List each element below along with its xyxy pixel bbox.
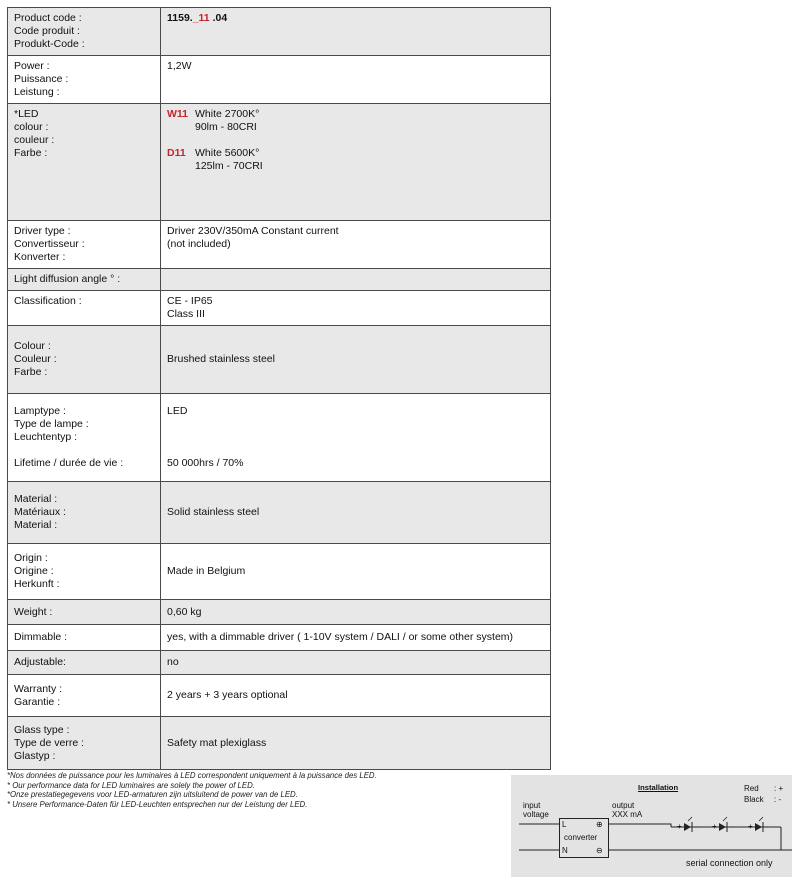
label-line: Warranty : bbox=[14, 682, 63, 695]
label-line: Farbe : bbox=[14, 147, 48, 159]
origin-value: Made in Belgium bbox=[167, 565, 246, 577]
power-value: 1,2W bbox=[167, 60, 192, 72]
output-current-label: XXX mA bbox=[612, 810, 643, 819]
value-cell bbox=[161, 326, 551, 394]
footnotes bbox=[7, 771, 487, 809]
label-line: Dimmable : bbox=[14, 631, 68, 643]
label-cell bbox=[8, 221, 161, 269]
lamptype-value: LED bbox=[167, 405, 188, 417]
row-led-colour bbox=[8, 104, 551, 221]
label-line: Origine : bbox=[14, 565, 54, 577]
label-cell bbox=[8, 482, 161, 544]
led-symbol-2-icon bbox=[719, 817, 727, 832]
value-cell bbox=[161, 482, 551, 544]
row-diffusion-angle bbox=[8, 269, 551, 291]
label-cell bbox=[8, 717, 161, 770]
led-option-d11 bbox=[167, 147, 544, 173]
label-line: Matériaux : bbox=[14, 506, 66, 518]
label-line: Material : bbox=[14, 519, 58, 531]
label-line: Convertisseur : bbox=[14, 238, 85, 250]
product-code-suffix: .04 bbox=[209, 12, 228, 24]
red-label: Red bbox=[744, 784, 759, 793]
adjustable-value: no bbox=[167, 656, 179, 668]
footnote-fr: *Nos données de puissance pour les luminaires à LED correspondent uniquement à la puissance des LED. bbox=[7, 771, 377, 780]
row-power bbox=[8, 56, 551, 104]
led-1-plus: + bbox=[677, 822, 682, 831]
label-line: Origin : bbox=[14, 552, 48, 564]
led-code: D11 bbox=[167, 147, 186, 159]
label-line: Product code : bbox=[14, 12, 82, 24]
live-terminal-label: L bbox=[562, 820, 567, 829]
label-cell bbox=[8, 326, 161, 394]
serial-connection-note: serial connection only bbox=[686, 858, 773, 868]
label-cell bbox=[8, 269, 161, 291]
label-cell bbox=[8, 651, 161, 675]
row-dimmable bbox=[8, 625, 551, 651]
row-glass-type bbox=[8, 717, 551, 770]
installation-diagram bbox=[511, 775, 792, 877]
led-lumen-cri: 90lm - 80CRI bbox=[195, 121, 257, 133]
label-line: Farbe : bbox=[14, 366, 48, 378]
product-code-prefix: 1159. bbox=[167, 12, 193, 24]
minus-terminal-icon: ⊖ bbox=[596, 846, 603, 855]
product-code-variant: _11 bbox=[192, 12, 210, 24]
input-label: input bbox=[523, 801, 541, 810]
row-warranty bbox=[8, 675, 551, 717]
label-cell bbox=[8, 394, 161, 482]
led-lumen-cri: 125lm - 70CRI bbox=[195, 160, 263, 172]
red-sign: : + bbox=[774, 784, 784, 793]
glass-type-value: Safety mat plexiglass bbox=[167, 736, 267, 749]
label-line: Power : bbox=[14, 60, 50, 72]
label-line: Leuchtentyp : bbox=[14, 431, 78, 443]
value-cell bbox=[161, 8, 551, 56]
row-origin bbox=[8, 544, 551, 600]
label-line: Herkunft : bbox=[14, 578, 60, 590]
label-line: Lamptype : bbox=[14, 405, 66, 417]
label-cell bbox=[8, 600, 161, 625]
neutral-terminal-label: N bbox=[562, 846, 568, 855]
label-line: Colour : bbox=[14, 340, 51, 352]
label-cell bbox=[8, 291, 161, 326]
label-cell bbox=[8, 625, 161, 651]
value-cell bbox=[161, 394, 551, 482]
led-code: W11 bbox=[167, 108, 189, 120]
label-line: Couleur : bbox=[14, 353, 57, 365]
led-3-minus: - bbox=[766, 822, 769, 831]
label-line: Puissance : bbox=[14, 73, 69, 85]
label-line: colour : bbox=[14, 121, 49, 133]
footnote-en: * Our performance data for LED luminaires are solely the power of LED. bbox=[7, 780, 255, 790]
plus-terminal-icon: ⊕ bbox=[596, 820, 603, 829]
label-line: Type de verre : bbox=[14, 736, 85, 749]
spec-table bbox=[7, 7, 551, 770]
row-colour bbox=[8, 326, 551, 394]
value-cell bbox=[161, 717, 551, 770]
led-color-temp: White 2700K° bbox=[195, 108, 260, 120]
label-line: Lifetime / durée de vie : bbox=[14, 457, 124, 469]
label-line: Glastyp : bbox=[14, 749, 56, 762]
voltage-label: voltage bbox=[523, 810, 549, 819]
black-sign: : - bbox=[774, 795, 782, 804]
led-option-w11 bbox=[167, 108, 544, 134]
footnote-de: * Unsere Performance-Daten für LED-Leuchten entsprechen nur der Leistung der LED. bbox=[7, 799, 308, 809]
output-label: output bbox=[612, 801, 635, 810]
label-line: Glass type : bbox=[14, 723, 70, 736]
class-value: Class III bbox=[167, 308, 205, 320]
label-line: Produkt-Code : bbox=[14, 38, 85, 50]
label-cell bbox=[8, 675, 161, 717]
label-line: Driver type : bbox=[14, 225, 71, 237]
label-line: Adjustable: bbox=[14, 656, 66, 668]
led-3-plus: + bbox=[748, 822, 753, 831]
row-adjustable bbox=[8, 651, 551, 675]
led-2-plus: + bbox=[712, 822, 717, 831]
label-cell bbox=[8, 56, 161, 104]
label-line: Garantie : bbox=[14, 695, 61, 708]
classification-value: CE - IP65 bbox=[167, 295, 213, 307]
driver-note: (not included) bbox=[167, 238, 231, 250]
label-line: Weight : bbox=[14, 605, 53, 618]
label-line: Konverter : bbox=[14, 251, 66, 263]
material-value: Solid stainless steel bbox=[167, 506, 260, 518]
led-2-minus: - bbox=[730, 822, 733, 831]
label-line: Light diffusion angle ° : bbox=[14, 273, 121, 285]
driver-value: Driver 230V/350mA Constant current bbox=[167, 225, 339, 237]
label-line: *LED bbox=[14, 108, 39, 120]
label-line: Material : bbox=[14, 493, 58, 505]
row-product-code bbox=[8, 8, 551, 56]
converter-label: converter bbox=[564, 833, 598, 842]
value-cell bbox=[161, 675, 551, 717]
value-cell bbox=[161, 56, 551, 104]
label-line: Leistung : bbox=[14, 86, 60, 98]
footnote-nl: *Onze prestatiegegevens voor LED-armaturen zijn uitsluitend de power van de LED. bbox=[7, 790, 298, 799]
label-cell bbox=[8, 8, 161, 56]
row-driver bbox=[8, 221, 551, 269]
value-cell bbox=[161, 544, 551, 600]
lifetime-value: 50 000hrs / 70% bbox=[167, 457, 244, 469]
black-label: Black bbox=[744, 795, 764, 804]
value-cell bbox=[161, 291, 551, 326]
row-lamptype bbox=[8, 394, 551, 482]
dimmable-value: yes, with a dimmable driver ( 1-10V system / DALI / or some other system) bbox=[167, 631, 514, 643]
label-line: Type de lampe : bbox=[14, 418, 89, 430]
label-line: Classification : bbox=[14, 295, 82, 307]
value-cell bbox=[161, 104, 551, 221]
led-1-minus: - bbox=[695, 822, 698, 831]
led-symbol-1-icon bbox=[684, 817, 692, 832]
row-classification bbox=[8, 291, 551, 326]
led-symbol-3-icon bbox=[755, 817, 763, 832]
led-color-temp: White 5600K° bbox=[195, 147, 260, 159]
value-cell bbox=[161, 221, 551, 269]
label-line: couleur : bbox=[14, 134, 55, 146]
value-cell bbox=[161, 600, 551, 625]
label-cell bbox=[8, 104, 161, 221]
installation-title: Installation bbox=[638, 783, 679, 792]
label-line: Code produit : bbox=[14, 25, 80, 37]
weight-value: 0,60 kg bbox=[167, 605, 202, 618]
row-weight bbox=[8, 600, 551, 625]
warranty-value: 2 years + 3 years optional bbox=[167, 689, 288, 701]
colour-value: Brushed stainless steel bbox=[167, 353, 275, 365]
row-material bbox=[8, 482, 551, 544]
value-cell bbox=[161, 625, 551, 651]
value-cell bbox=[161, 269, 551, 291]
value-cell bbox=[161, 651, 551, 675]
label-cell bbox=[8, 544, 161, 600]
